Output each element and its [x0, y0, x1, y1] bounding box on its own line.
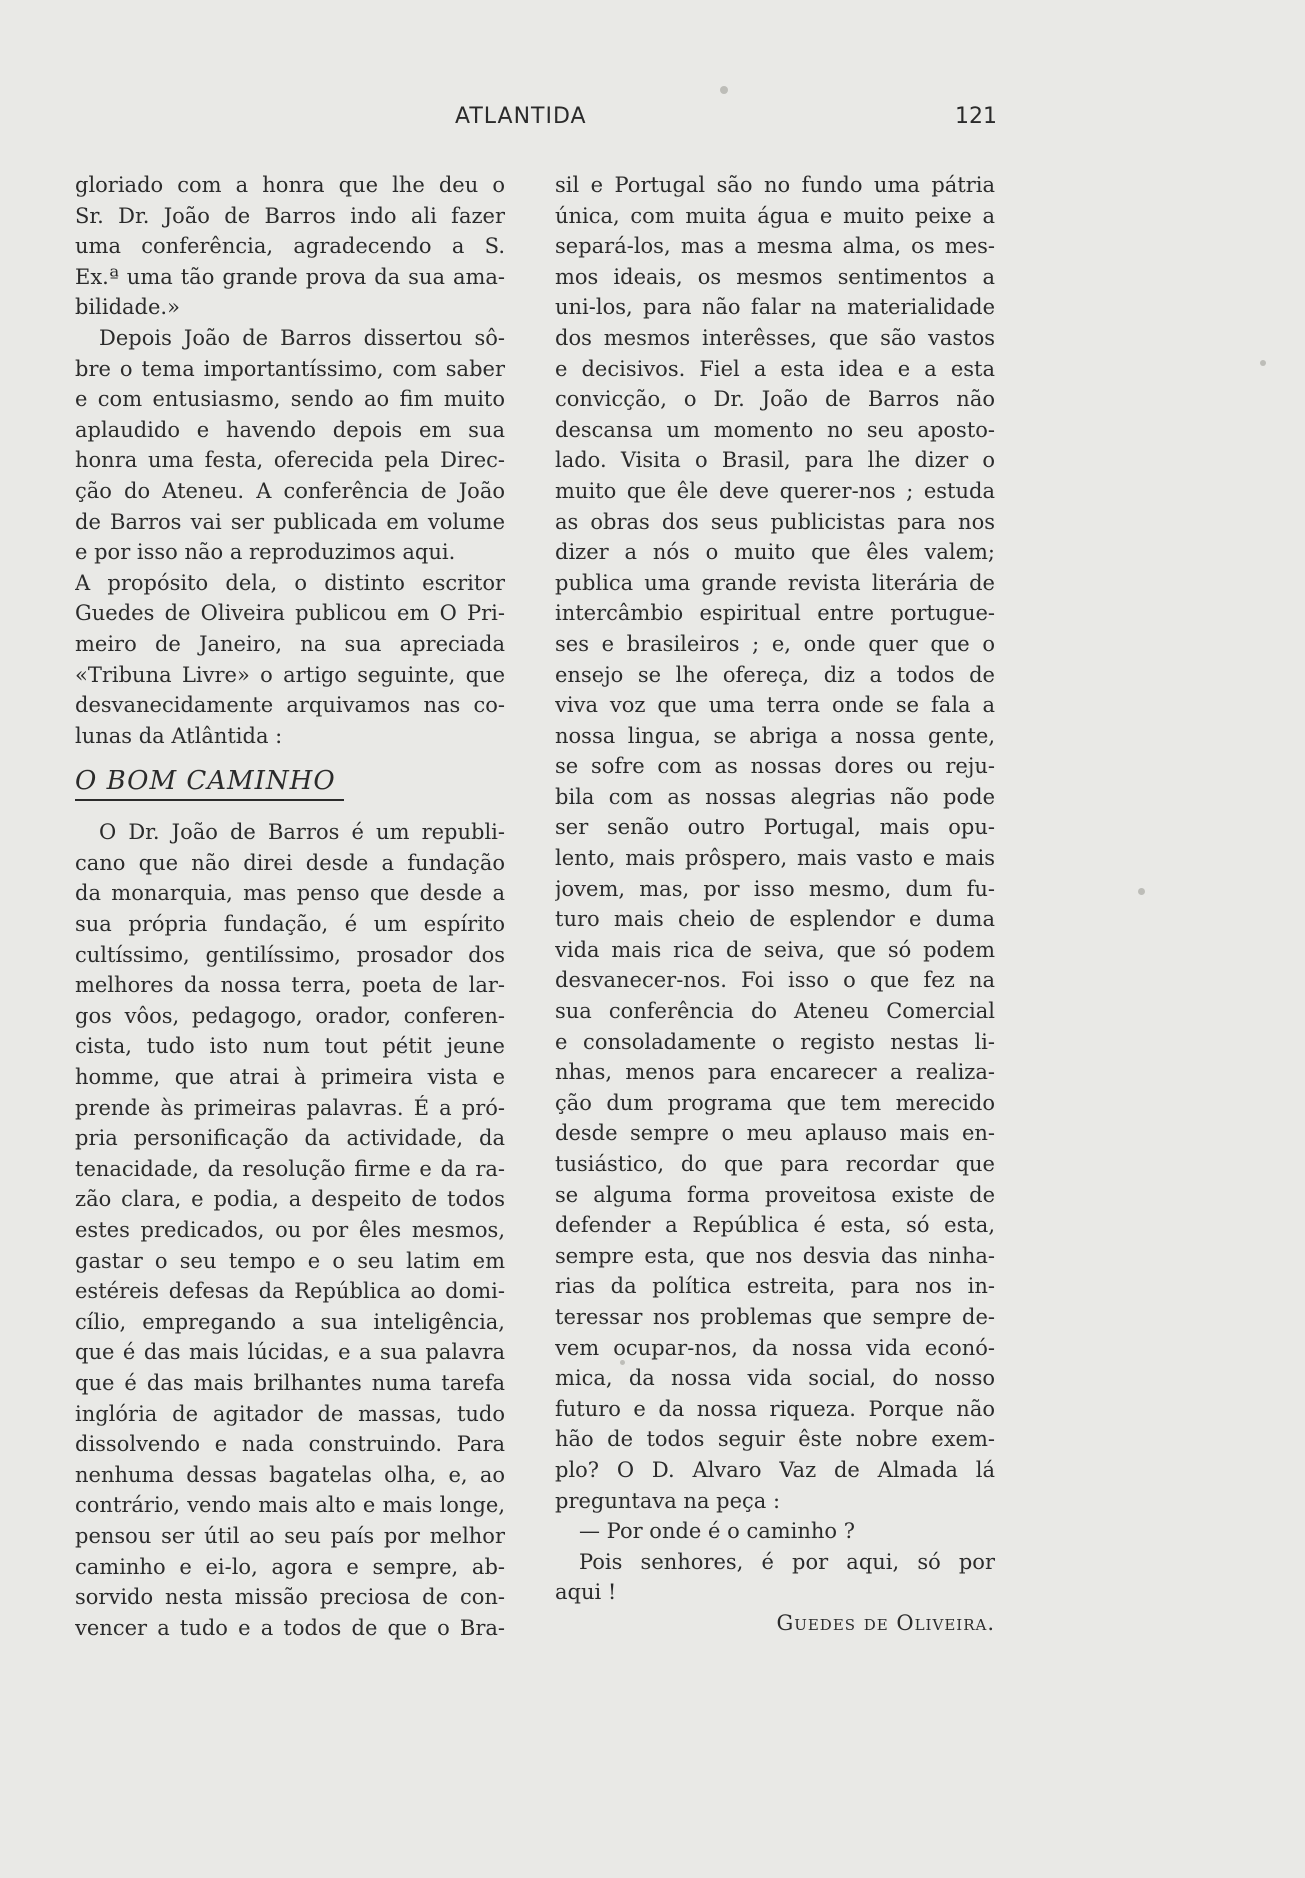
- text-line: da monarquia, mas penso que desde a: [75, 881, 505, 906]
- page-number: 121: [955, 104, 997, 129]
- text-line: contrário, vendo mais alto e mais longe,: [75, 1493, 505, 1518]
- text-line: rias da política estreita, para nos in-: [555, 1274, 995, 1299]
- text-line: teressar nos problemas que sempre de-: [555, 1304, 995, 1329]
- text-line: cista, tudo isto num tout pétit jeune: [75, 1034, 505, 1059]
- text-line: desvanecer-nos. Foi isso o que fez na: [555, 968, 995, 993]
- text-line: ses e brasileiros ; e, onde quer que o: [555, 631, 995, 656]
- text-line: sua conferência do Ateneu Comercial: [555, 999, 995, 1024]
- text-line: sil e Portugal são no fundo uma pátria: [555, 173, 995, 197]
- text-line: gloriado com a honra que lhe deu o: [75, 173, 505, 197]
- section-heading: O BOM CAMINHO: [75, 763, 344, 801]
- text-line: futuro e da nossa riqueza. Porque não: [555, 1396, 995, 1421]
- text-line: honra uma festa, oferecida pela Direc-: [75, 448, 505, 473]
- paper-speck: [620, 1360, 625, 1365]
- text-line: se sofre com as nossas dores ou reju-: [555, 754, 995, 779]
- text-line: convicção, o Dr. João de Barros não: [555, 387, 995, 412]
- text-line: intercâmbio espiritual entre portugue-: [555, 601, 995, 626]
- text-line: caminho e ei-lo, agora e sempre, ab-: [75, 1554, 505, 1579]
- text-line: se alguma forma proveitosa existe de: [555, 1182, 995, 1207]
- text-line: descansa um momento no seu aposto-: [555, 417, 995, 442]
- text-line: muito que êle deve querer-nos ; estuda: [555, 478, 995, 503]
- paragraph: [555, 170, 995, 1516]
- quote-line: — Por onde é o caminho ?: [579, 1519, 855, 1544]
- text-line: cultíssimo, gentilíssimo, prosador dos: [75, 942, 505, 967]
- text-line: «Tribuna Livre» o artigo seguinte, que: [75, 662, 505, 687]
- text-line: bilidade.»: [75, 295, 180, 320]
- text-line: e com entusiasmo, sendo ao fim muito: [75, 387, 505, 412]
- text-line: turo mais cheio de esplendor e duma: [555, 907, 995, 932]
- text-line: uma conferência, agradecendo a S.: [75, 234, 505, 259]
- text-line: e decisivos. Fiel a esta idea e a esta: [555, 356, 995, 381]
- text-line: mos ideais, os mesmos sentimentos a: [555, 264, 995, 289]
- text-line: sua própria fundação, é um espírito: [75, 912, 505, 937]
- paper-speck: [1138, 888, 1145, 895]
- page-header: [0, 104, 1305, 134]
- text-line: cílio, empregando a sua inteligência,: [75, 1309, 505, 1334]
- right-column: [555, 170, 995, 1639]
- text-line: vem ocupar-nos, da nossa vida econó-: [555, 1335, 995, 1360]
- paragraph: [555, 1547, 995, 1608]
- text-line: desvanecidamente arquivamos nas co-: [75, 693, 505, 718]
- text-line: lunas da Atlântida :: [75, 723, 283, 748]
- text-line: estéreis defesas da República ao domi-: [75, 1279, 505, 1304]
- text-line: A propósito dela, o distinto escritor: [75, 570, 505, 595]
- text-line: mica, da nossa vida social, do nosso: [555, 1366, 995, 1391]
- text-line: dissolvendo e nada construindo. Para: [75, 1432, 505, 1457]
- text-line: gastar o seu tempo e o seu latim em: [75, 1248, 505, 1273]
- paragraph: [555, 1516, 995, 1547]
- text-line: aqui !: [555, 1580, 617, 1605]
- text-line: estes predicados, ou por êles mesmos,: [75, 1218, 505, 1242]
- author-signature: Guedes de Oliveira.: [776, 1610, 995, 1635]
- text-line: pria personificação da actividade, da: [75, 1126, 505, 1151]
- text-line: que é das mais lúcidas, e a sua palavra: [75, 1340, 505, 1365]
- text-line: e por isso não a reproduzimos aqui.: [75, 540, 456, 565]
- text-line: bila com as nossas alegrias não pode: [555, 784, 995, 809]
- text-line: bre o tema importantíssimo, com saber: [75, 356, 505, 381]
- text-line: gos vôos, pedagogo, orador, conferen-: [75, 1003, 505, 1028]
- text-line: lado. Visita o Brasil, para lhe dizer o: [555, 448, 995, 473]
- text-line: e consoladamente o registo nestas li-: [555, 1029, 995, 1054]
- paragraph: [75, 170, 505, 323]
- text-line: publica uma grande revista literária de: [555, 570, 995, 595]
- text-line: nossa lingua, se abriga a nossa gente,: [555, 723, 995, 748]
- text-line: lento, mais prôspero, mais vasto e mais: [555, 846, 995, 871]
- left-column: [75, 170, 505, 1643]
- text-line: tusiástico, do que para recordar que: [555, 1152, 995, 1176]
- text-line: Pois senhores, é por aqui, só por: [579, 1549, 995, 1574]
- text-line: viva voz que uma terra onde se fala a: [555, 693, 995, 718]
- paper-speck: [1260, 360, 1266, 366]
- text-line: O Dr. João de Barros é um republi-: [99, 820, 505, 845]
- text-line: Depois João de Barros dissertou sô-: [99, 325, 505, 350]
- text-line: prende às primeiras palavras. É a pró-: [75, 1095, 505, 1120]
- text-line: dos mesmos interêsses, que são vastos: [555, 325, 995, 350]
- text-line: separá-los, mas a mesma alma, os mes-: [555, 234, 995, 259]
- text-line: de Barros vai ser publicada em volume: [75, 509, 505, 534]
- text-line: aplaudido e havendo depois em sua: [75, 417, 505, 442]
- text-line: plo? O D. Alvaro Vaz de Almada lá: [555, 1457, 995, 1482]
- text-line: ser senão outro Portugal, mais opu-: [555, 815, 995, 840]
- text-line: ção dum programa que tem merecido: [555, 1090, 995, 1115]
- paper-speck: [720, 86, 728, 94]
- text-line: ção do Ateneu. A conferência de João: [75, 478, 505, 503]
- text-line: zão clara, e podia, a despeito de todos: [75, 1187, 505, 1212]
- paragraph: [75, 817, 505, 1643]
- text-line: homme, que atrai à primeira vista e: [75, 1065, 505, 1090]
- text-line: nhas, menos para encarecer a realiza-: [555, 1060, 995, 1085]
- text-line: sempre esta, que nos desvia das ninha-: [555, 1243, 995, 1268]
- text-line: sorvido nesta missão preciosa de con-: [75, 1585, 505, 1610]
- text-line: inglória de agitador de massas, tudo: [75, 1401, 505, 1426]
- text-line: uni-los, para não falar na materialidade: [555, 295, 995, 320]
- text-line: que é das mais brilhantes numa tarefa: [75, 1370, 505, 1395]
- text-line: vencer a tudo e a todos de que o Bra-: [75, 1615, 505, 1640]
- text-line: pensou ser útil ao seu país por melhor: [75, 1523, 505, 1548]
- text-line: única, com muita água e muito peixe a: [555, 203, 995, 228]
- text-line: meiro de Janeiro, na sua apreciada: [75, 631, 505, 656]
- text-line: preguntava na peça :: [555, 1488, 781, 1513]
- running-title: ATLANTIDA: [455, 104, 587, 129]
- text-line: vida mais rica de seiva, que só podem: [555, 937, 995, 962]
- text-line: tenacidade, da resolução firme e da ra-: [75, 1156, 505, 1181]
- text-line: as obras dos seus publicistas para nos: [555, 509, 995, 534]
- text-line: melhores da nossa terra, poeta de lar-: [75, 973, 505, 998]
- text-line: desde sempre o meu aplauso mais en-: [555, 1121, 995, 1146]
- text-line: hão de todos seguir êste nobre exem-: [555, 1427, 995, 1452]
- paragraph: [75, 323, 505, 568]
- text-line: jovem, mas, por isso mesmo, dum fu-: [555, 876, 995, 901]
- text-line: defender a República é esta, só esta,: [555, 1213, 995, 1238]
- text-line: nenhuma dessas bagatelas olha, e, ao: [75, 1462, 505, 1487]
- text-line: Ex.ª uma tão grande prova da sua ama-: [75, 264, 505, 289]
- text-line: cano que não direi desde a fundação: [75, 850, 505, 875]
- text-line: ensejo se lhe ofereça, diz a todos de: [555, 662, 995, 687]
- text-line: Guedes de Oliveira publicou em O Pri-: [75, 601, 505, 626]
- text-line: Sr. Dr. João de Barros indo ali fazer: [75, 203, 505, 228]
- text-line: dizer a nós o muito que êles valem;: [555, 540, 995, 565]
- paragraph: [75, 568, 505, 752]
